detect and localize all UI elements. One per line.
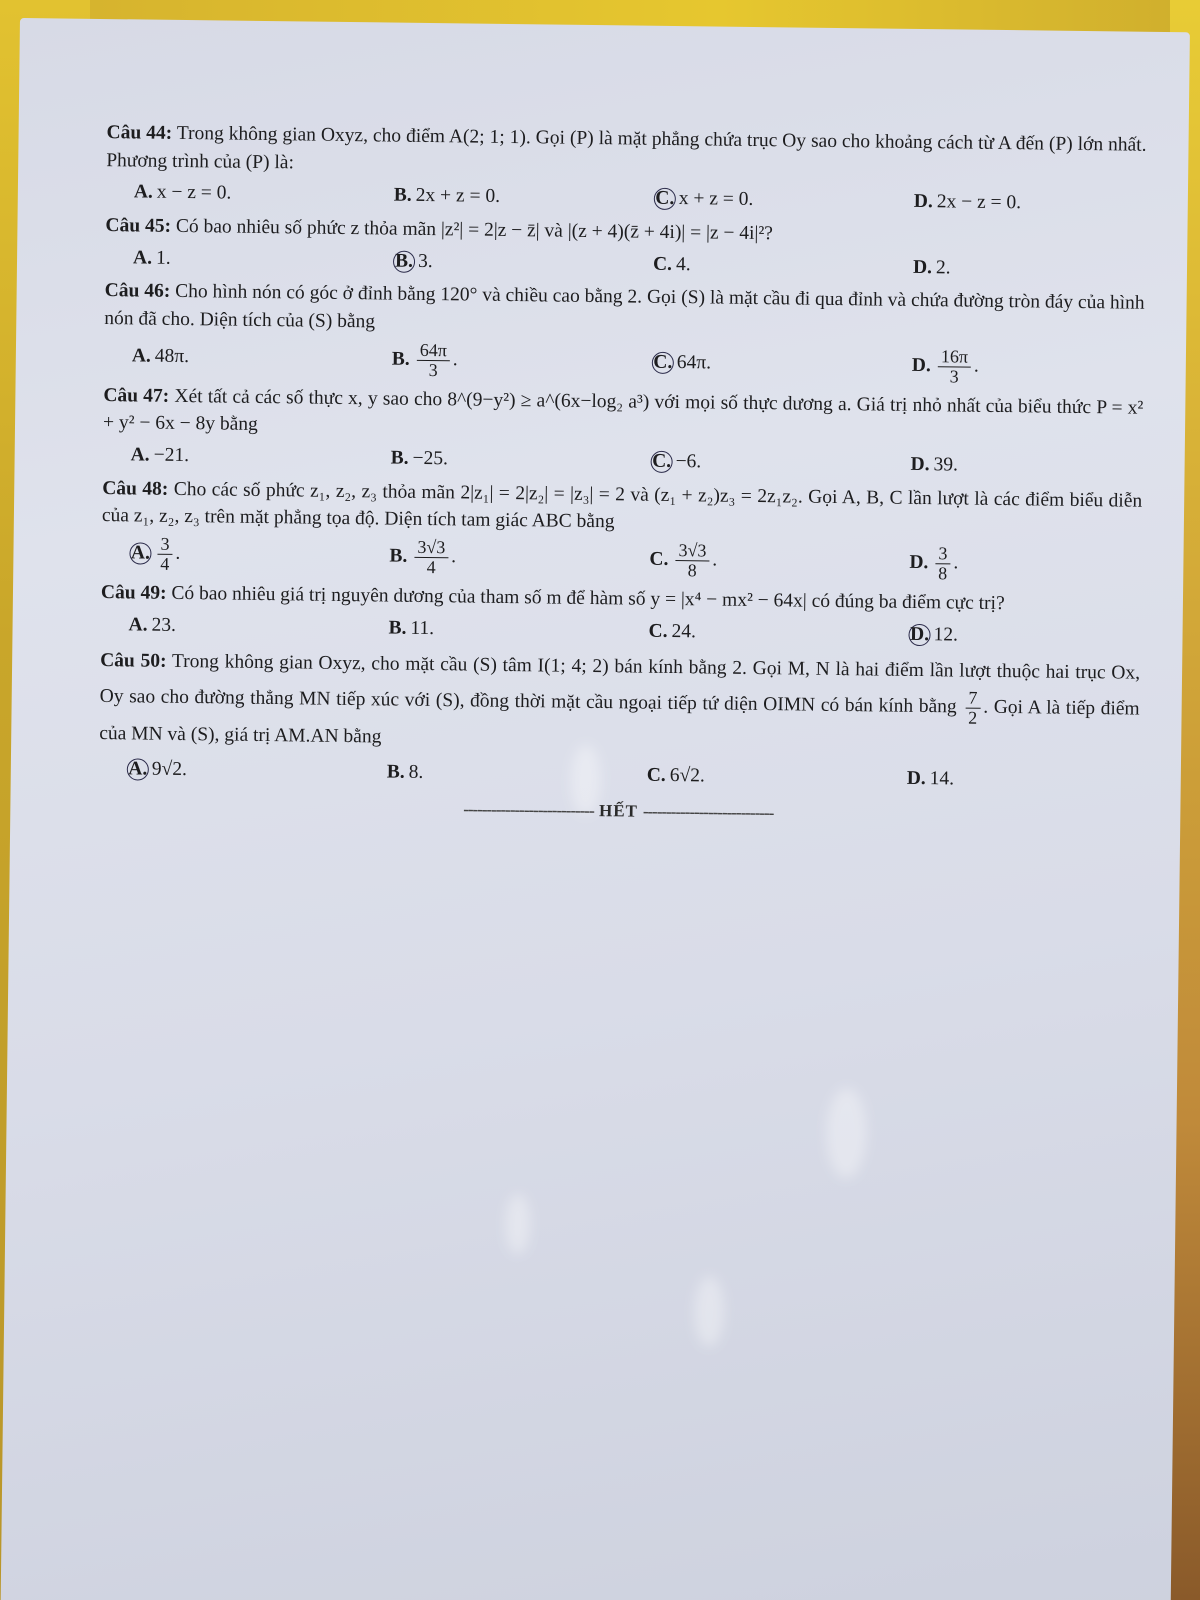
option-d: D. 2x − z = 0.	[913, 191, 1022, 214]
question-text: Có bao nhiêu giá trị nguyên dương của tham số m để hàm số y = |x⁴ − mx² − 64x| có đúng ba điểm cực trị?	[171, 582, 1005, 614]
option-b: B. $\frac{3√3}{4}$ .	[389, 536, 457, 578]
circled-answer: A.	[128, 758, 148, 780]
question-label: Câu 45:	[105, 215, 172, 237]
option-c: C. 6√2.	[646, 764, 705, 787]
question-label: Câu 49:	[100, 581, 167, 604]
option-d: D. 39.	[910, 453, 959, 476]
exam-content	[98, 119, 1146, 830]
option-a: A. $\frac{3}{4}$ .	[130, 533, 181, 574]
option-d: D. $\frac{16\pi}{3}$ .	[911, 346, 979, 387]
exam-paper	[0, 18, 1189, 1600]
option-a: A. 1.	[132, 247, 171, 269]
circled-answer: D.	[909, 623, 930, 645]
question-text: Trong không gian Oxyz, cho mặt cầu (S) tâm I(1; 4; 2) bán kính bằng 2. Gọi M, N là hai điểm lần lượt thuộc hai trục Ox, Oy sao cho đường thẳng MN tiếp xúc với (S), đồng thời mặt cầu ngoại tiếp tứ diện OIMN có bán kính bằng	[99, 651, 1141, 718]
option-a: A. 9√2.	[128, 758, 188, 781]
option-b: B. 2x + z = 0.	[393, 184, 501, 208]
fraction: $\frac{3}{8}$	[935, 544, 950, 583]
option-d: D. $\frac{3}{8}$ .	[909, 543, 959, 584]
option-c: C. x + z = 0.	[655, 188, 754, 211]
options	[104, 337, 1144, 388]
question-label: Câu 50:	[100, 650, 167, 673]
option-d: D. 2.	[912, 256, 951, 279]
question-text: Xét tất cả các số thực x, y sao cho 8^(9−y²) ≥ a^(6x−log₂ a³) với mọi số thực dương a. Giá trị nhỏ nhất của biểu thức P = x² + y² − 6x − 8y bằng	[102, 385, 1144, 436]
fraction: $\frac{3}{4}$	[157, 535, 172, 574]
question-44	[106, 119, 1147, 219]
question-text: Trong không gian Oxyz, cho điểm A(2; 1; 1). Gọi (P) là mặt phẳng chứa trục Oy sao cho khoảng cách từ A đến (P) lớn nhất. Phương trình của (P) là:	[106, 122, 1147, 174]
question-text: Có bao nhiêu số phức z thỏa mãn |z²| = 2|z − z̄| và |(z + 4)(z̄ + 4i)| = |z − 4i|²?	[175, 215, 774, 245]
end-marker: ---------------------------- HẾT ----------------------------	[463, 799, 774, 823]
option-c: C. −6.	[652, 450, 702, 473]
option-c: C. $\frac{3√3}{8}$ .	[649, 540, 718, 581]
option-b: B. 3.	[365, 247, 625, 278]
option-d: D. 14.	[906, 768, 955, 790]
question-label: Câu 46:	[104, 280, 171, 303]
question-text: Cho hình nón có góc ở đỉnh bằng 120° và chiều cao bằng 2. Gọi (S) là mặt cầu đi qua đỉnh và chứa đường tròn đáy của hình nón đã cho. Diện tích của (S) bằng	[104, 281, 1145, 333]
fraction: $\frac{3√3}{8}$	[675, 541, 709, 580]
question-text-continued: . Gọi A là tiếp điểm của MN và (S), giá trị AM.AN bằng	[99, 696, 1140, 748]
light-glare	[694, 1276, 725, 1346]
option-d: D. 12.	[909, 623, 959, 646]
question-48	[101, 475, 1142, 586]
question-label: Câu 44:	[106, 122, 173, 144]
options	[101, 534, 1141, 585]
light-glare	[505, 1194, 531, 1254]
question-49	[100, 579, 1141, 651]
circled-answer: B.	[393, 250, 415, 272]
option-a: A. −21.	[130, 444, 190, 467]
fraction: $\frac{64\pi}{3}$	[417, 341, 451, 380]
circled-answer: C.	[652, 450, 672, 472]
fraction: $\frac{16\pi}{3}$	[938, 347, 972, 386]
question-50	[99, 644, 1141, 795]
option-b: B. 11.	[388, 617, 435, 639]
option-b: B. 8.	[386, 761, 424, 784]
circled-answer: C.	[653, 352, 673, 374]
fraction: $\frac{3√3}{4}$	[414, 538, 448, 577]
circled-answer: A.	[130, 542, 151, 564]
question-label: Câu 47:	[103, 384, 170, 407]
option-c: C. 4.	[652, 253, 691, 275]
option-a: A. x − z = 0.	[133, 181, 232, 204]
option-b: B. $\frac{64\pi}{3}$ .	[391, 339, 458, 380]
question-47	[102, 382, 1143, 482]
option-a: A. 48π.	[131, 345, 190, 368]
question-45	[105, 212, 1146, 284]
question-text: Cho các số phức z₁, z₂, z₃ thỏa mãn 2|z₁| = 2|z₂| = |z₃| = 2 và (z₁ + z₂)z₃ = 2z₁z₂. Gọi A, B, C lần lượt là các điểm biểu diễn của z₁, z₂, z₃ trên mặt phẳng tọa độ. Diện tích tam giác ABC bằng	[101, 478, 1143, 533]
fraction: $\frac{7}{2}$	[965, 689, 980, 728]
end-label: HẾT	[598, 801, 638, 821]
question-46	[104, 277, 1145, 388]
option-a: A. 23.	[128, 613, 177, 636]
option-c: C. 24.	[648, 620, 697, 642]
circled-answer: C.	[655, 188, 675, 210]
question-label: Câu 48:	[102, 477, 169, 500]
option-b: B. −25.	[390, 447, 449, 470]
light-glare	[826, 1088, 867, 1178]
option-c: C. 64π.	[653, 352, 712, 374]
